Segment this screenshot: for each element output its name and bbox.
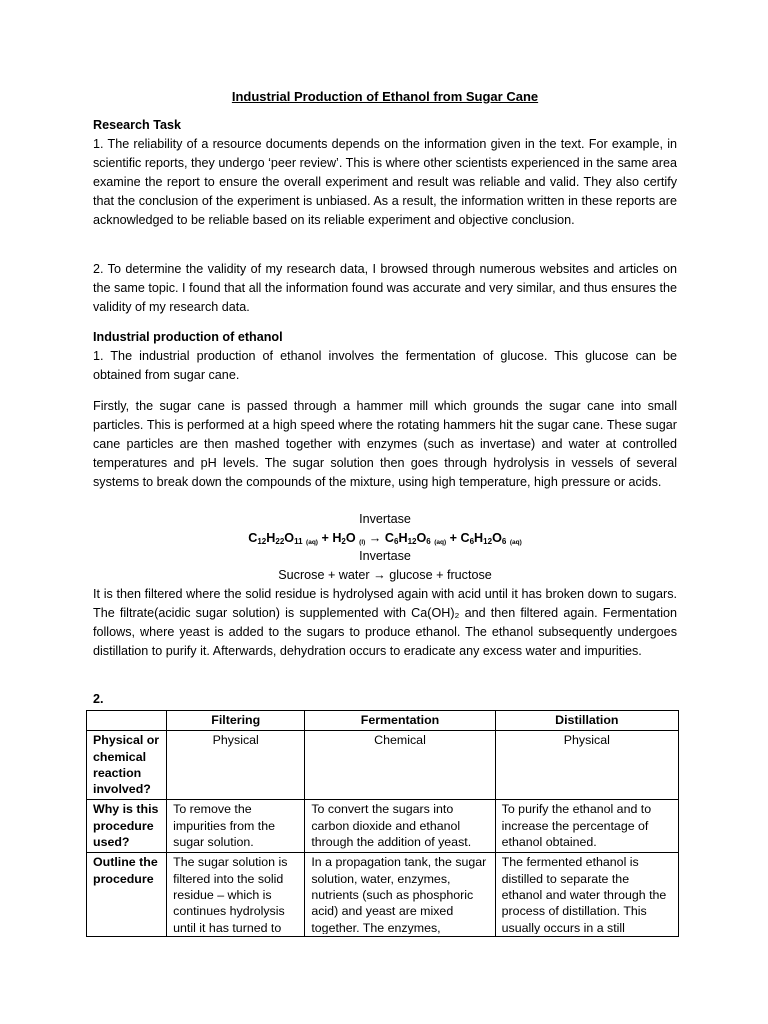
section-2-label: 2. — [93, 692, 104, 706]
table-header-filtering: Filtering — [167, 711, 305, 731]
row-label-purpose: Why is this procedure used? — [87, 800, 167, 853]
industrial-paragraph-3: It is then filtered where the solid residue is hydrolysed again with acid until it has broken down to sugars. The filtrate(acidic sugar solution) is supplemented with Ca(OH)₂ and then filtered again. Fermentation follows, where yeast is added to the sugars to produce ethanol. The ethanol subsequently undergoes distillation to purify it. Afterwards, dehydration occurs to eradicate any excess water and impurities. — [93, 587, 677, 658]
enzyme-label-2: Invertase — [359, 549, 411, 563]
table-cell — [495, 853, 678, 937]
document-title: Industrial Production of Ethanol from Sugar Cane — [231, 89, 539, 104]
industrial-paragraph-2: Firstly, the sugar cane is passed through a hammer mill which grounds the sugar cane into small particles. This is performed at a high speed where the rotating hammers hit the sugar cane. These sugar cane particles are then mashed together with enzymes (such as invertase) and water at controlled temperatures and pH levels. The sugar solution then goes through hydrolysis in vessels of several systems to break down the compounds of the mixture, using high temperature, high pressure or acids. — [93, 399, 677, 489]
table-header-empty — [87, 711, 167, 731]
table-cell-text: In a propagation tank, the sugar solution, water, enzymes, nutrients (such as phosphoric acid) and yeast are mixed together. The enzymes, — [311, 855, 487, 935]
research-heading: Research Task — [93, 118, 181, 132]
enzyme-label-1: Invertase — [359, 512, 411, 526]
table-cell: To purify the ethanol and to increase the percentage of ethanol obtained. — [495, 800, 678, 853]
table-header-row — [87, 711, 679, 731]
chemical-equation: $C_{12}H_{22}O_{11}$ $_{(aq)} + H_2O$ $_{(l)} \to C_6H_{12}O_6$ $_{(aq)} + C_6H_{12}O_6$ $_{(aq)}$ — [248, 531, 522, 546]
table-row — [87, 731, 679, 800]
row-label-reaction-type: Physical or chemical reaction involved? — [87, 731, 167, 800]
table-cell-text: The sugar solution is filtered into the solid residue – which is continues hydrolysis until it has turned to — [173, 855, 288, 935]
table-cell-text: The fermented ethanol is distilled to separate the ethanol and water through the process of distillation. This usually occurs in a still — [501, 855, 667, 935]
table-cell: Physical — [167, 731, 305, 800]
research-paragraph-1: 1. The reliability of a resource documents depends on the information given in the text. For example, in scientific reports, they undergo ‘peer review’. This is where other scientists experienced in the same area examine the report to ensure the overall experiment and result was reliable and valid. They also certify that the conclusion of the experiment is unbiased. As a result, the information written in these reports are acknowledged to be reliable based on its reliable experiment and objective conclusion. — [93, 137, 677, 227]
table-row — [87, 800, 679, 853]
industrial-paragraph-1: 1. The industrial production of ethanol involves the fermentation of glucose. This glucose can be obtained from sugar cane. — [93, 349, 677, 382]
table-cell — [167, 853, 305, 937]
table-cell: Physical — [495, 731, 678, 800]
row-label-text: Outline the procedure — [93, 855, 158, 886]
row-label-procedure — [87, 853, 167, 937]
process-comparison-table — [86, 710, 679, 937]
table-cell: To convert the sugars into carbon dioxide and ethanol through the addition of yeast. — [305, 800, 495, 853]
table-cell: Chemical — [305, 731, 495, 800]
word-equation: Sucrose + water → glucose + fructose — [278, 568, 492, 582]
research-paragraph-2: 2. To determine the validity of my research data, I browsed through numerous websites and articles on the same topic. I found that all the information found was accurate and very similar, and thus ensures the validity of my research data. — [93, 262, 677, 314]
table-header-fermentation: Fermentation — [305, 711, 495, 731]
table-row — [87, 853, 679, 937]
table-header-distillation: Distillation — [495, 711, 678, 731]
table-cell — [305, 853, 495, 937]
table-cell: To remove the impurities from the sugar solution. — [167, 800, 305, 853]
industrial-heading: Industrial production of ethanol — [93, 330, 283, 344]
